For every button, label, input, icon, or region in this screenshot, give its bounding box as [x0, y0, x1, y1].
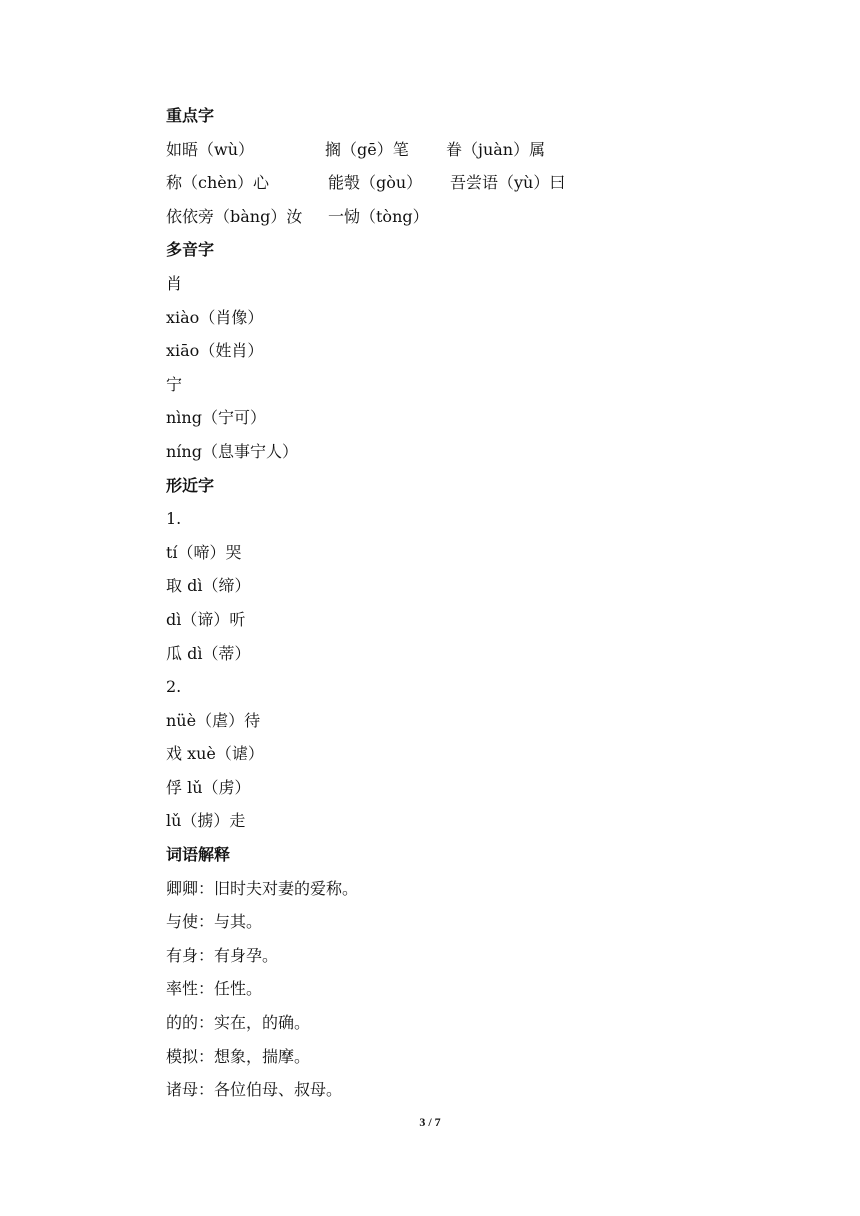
- similar-char-line: 俘 lǔ（虏）: [166, 777, 251, 797]
- key-chars-row: [166, 205, 766, 239]
- key-char-entry: 称（chèn）心: [166, 173, 270, 193]
- section-heading-key-chars: 重点字: [166, 106, 215, 125]
- similar-char-line: 1.: [166, 509, 182, 529]
- vocab-line: 卿卿：旧时夫对妻的爱称。: [166, 878, 359, 898]
- key-char-entry: 搁（gē）笔: [325, 139, 409, 159]
- vocab-line: 率性：任性。: [166, 979, 263, 999]
- similar-char-line: nüè（虐）待: [166, 710, 261, 730]
- key-char-entry: 一恸（tòng）: [328, 206, 429, 226]
- key-char-entry: 吾尝语（yù）曰: [450, 173, 566, 193]
- polyphone-line: xiào（肖像）: [166, 307, 264, 327]
- section-heading-vocab: 词语解释: [166, 845, 231, 865]
- key-char-entry: 如晤（wù）: [166, 139, 255, 159]
- vocab-line: 有身：有身孕。: [166, 945, 279, 965]
- key-chars-row: [166, 138, 766, 172]
- similar-char-line: 2.: [166, 677, 182, 697]
- similar-char-line: 戏 xuè（谑）: [166, 744, 264, 764]
- key-char-entry: 眷（juàn）属: [446, 139, 546, 159]
- vocab-line: 模拟：想象，揣摩。: [166, 1046, 311, 1066]
- section-heading-polyphones: 多音字: [166, 240, 215, 260]
- similar-char-line: 取 dì（缔）: [166, 576, 251, 596]
- vocab-line: 诸母：各位伯母、叔母。: [166, 1080, 343, 1100]
- page-number: 3 / 7: [419, 1115, 441, 1129]
- section-heading-similar-chars: 形近字: [166, 475, 215, 495]
- polyphone-line: nìng（宁可）: [166, 408, 266, 428]
- document-body: [166, 104, 766, 1112]
- vocab-line: 的的：实在，的确。: [166, 1013, 311, 1033]
- polyphone-line: níng（息事宁人）: [166, 441, 298, 461]
- polyphone-line: xiāo（姓肖）: [166, 341, 264, 361]
- similar-char-line: lǔ（掳）走: [166, 811, 246, 831]
- similar-char-line: 瓜 dì（蒂）: [166, 643, 251, 663]
- key-char-entry: 能彀（gòu）: [328, 173, 423, 193]
- polyphone-line: 肖: [166, 273, 183, 293]
- key-char-entry: 依依旁（bàng）汝: [166, 206, 303, 226]
- vocab-line: 与使：与其。: [166, 912, 263, 932]
- polyphone-line: 宁: [166, 374, 183, 394]
- similar-char-line: dì（谛）听: [166, 609, 246, 629]
- key-chars-row: [166, 171, 766, 205]
- similar-char-line: tí（啼）哭: [166, 542, 242, 562]
